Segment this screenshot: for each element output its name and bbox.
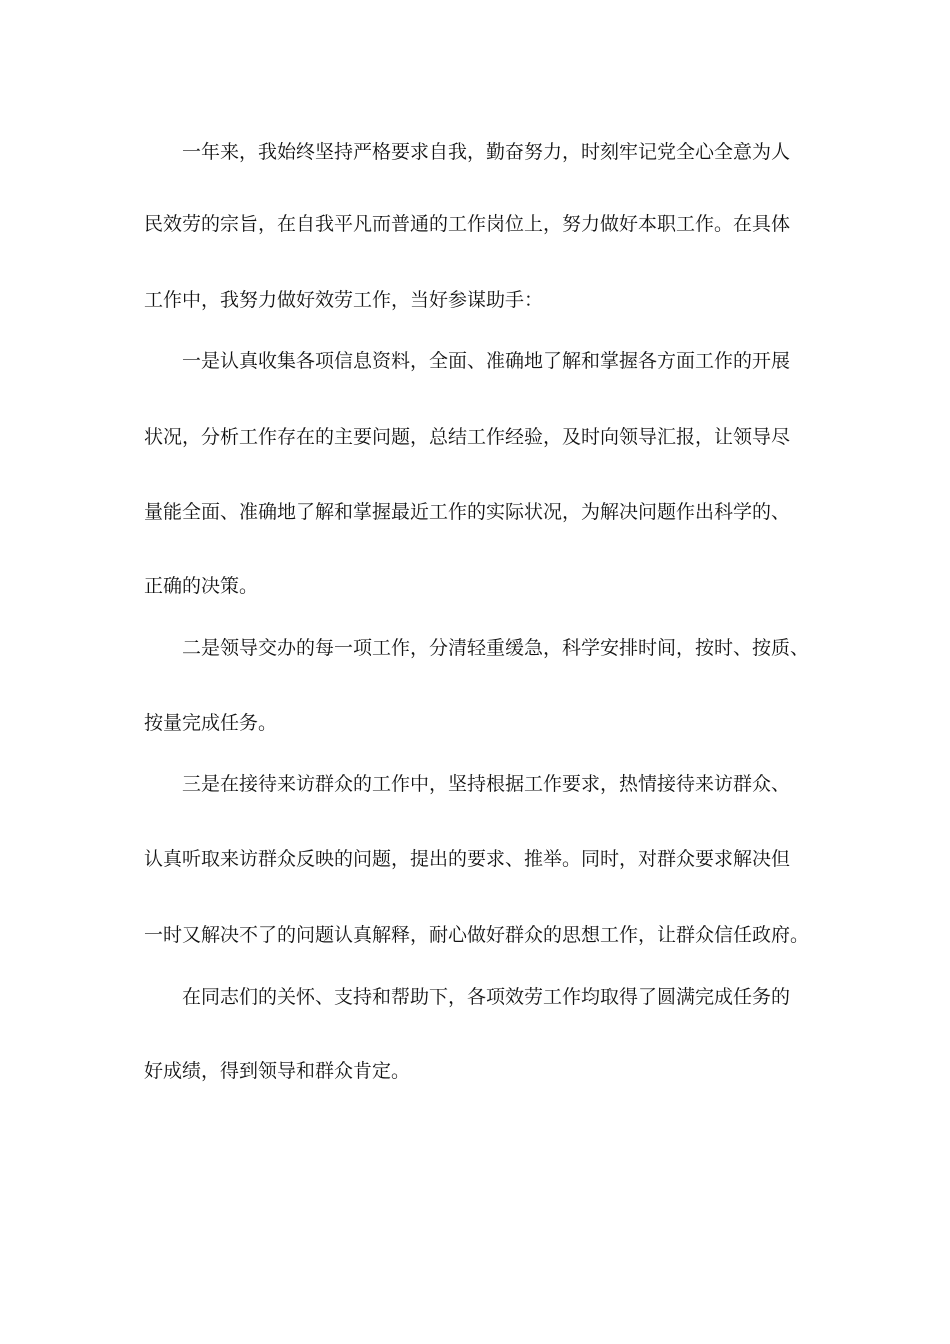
text-line: 民效劳的宗旨，在自我平凡而普通的工作岗位上，努力做好本职工作。在具体 bbox=[144, 213, 791, 235]
text-line: 按量完成任务。 bbox=[144, 712, 278, 734]
text-line: 工作中，我努力做好效劳工作，当好参谋助手： bbox=[144, 289, 544, 311]
text-line: 一年来，我始终坚持严格要求自我，勤奋努力，时刻牢记党全心全意为人 bbox=[182, 141, 791, 163]
text-line: 在同志们的关怀、支持和帮助下，各项效劳工作均取得了圆满完成任务的 bbox=[182, 986, 791, 1008]
text-line: 正确的决策。 bbox=[144, 575, 259, 597]
text-line: 状况，分析工作存在的主要问题，总结工作经验，及时向领导汇报，让领导尽 bbox=[144, 426, 791, 448]
text-line: 认真听取来访群众反映的问题，提出的要求、推举。同时，对群众要求解决但 bbox=[144, 848, 791, 870]
text-line: 二是领导交办的每一项工作，分清轻重缓急，科学安排时间，按时、按质、 bbox=[182, 637, 810, 659]
text-line: 一是认真收集各项信息资料，全面、准确地了解和掌握各方面工作的开展 bbox=[182, 350, 791, 372]
text-line: 一时又解决不了的问题认真解释，耐心做好群众的思想工作，让群众信任政府。 bbox=[144, 924, 810, 946]
text-line: 量能全面、准确地了解和掌握最近工作的实际状况，为解决问题作出科学的、 bbox=[144, 501, 791, 523]
text-line: 好成绩，得到领导和群众肯定。 bbox=[144, 1060, 411, 1082]
text-line: 三是在接待来访群众的工作中，坚持根据工作要求，热情接待来访群众、 bbox=[182, 773, 791, 795]
